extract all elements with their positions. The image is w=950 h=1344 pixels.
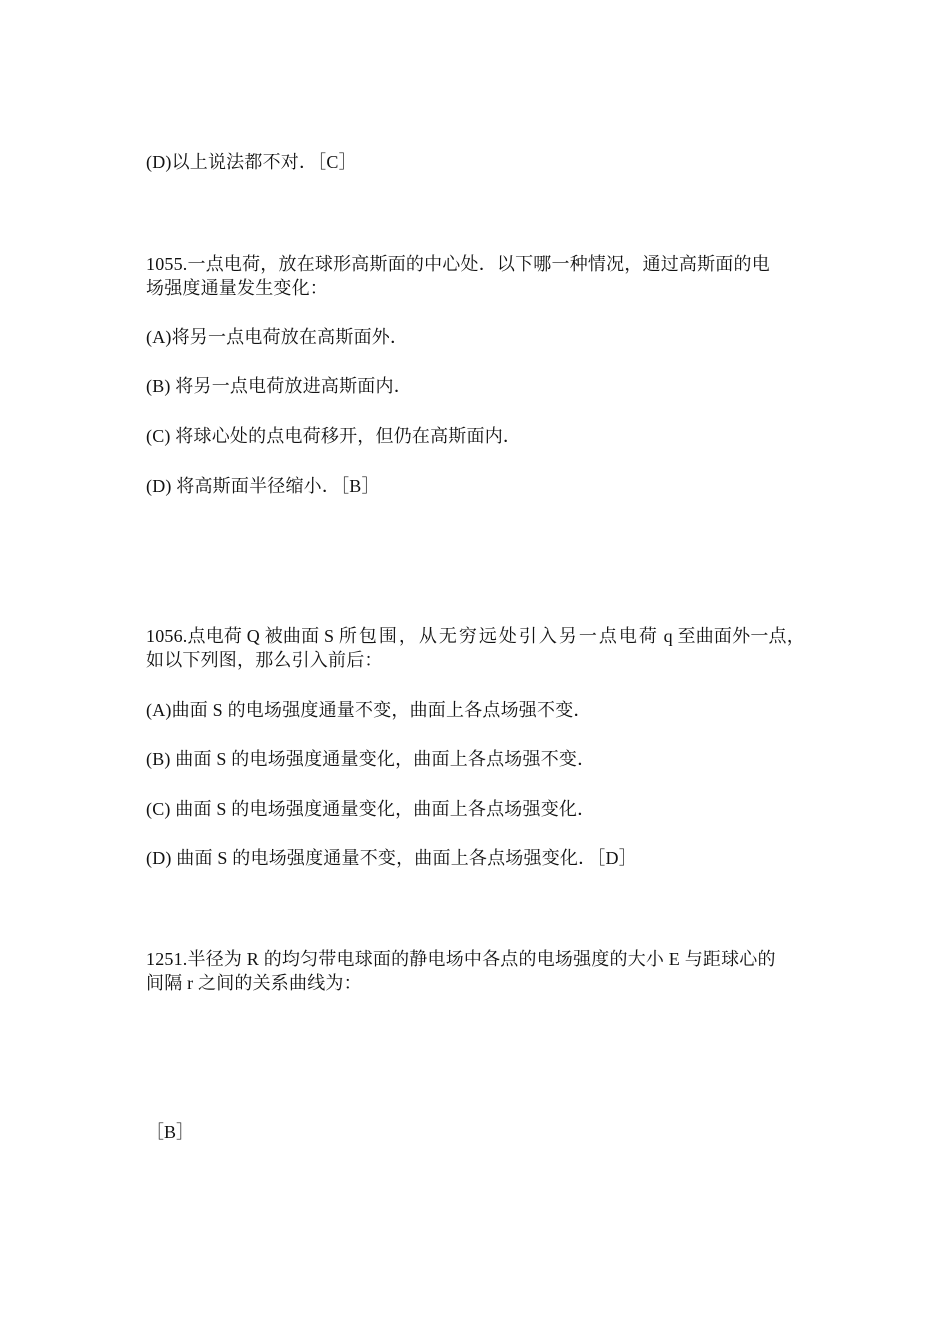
- q1055-option-d: (D) 将高斯面半径缩小．［B］: [146, 476, 380, 496]
- q1055-option-c: (C) 将球心处的点电荷移开，但仍在高斯面内．: [146, 426, 522, 446]
- q1056-stem-part-a: 1056.点电荷 Q 被曲面 S: [146, 626, 339, 646]
- q1056-stem-part-c: q 至曲面外一点，: [658, 626, 805, 646]
- q1056-stem-line2: 如以下列图，那么引入前后：: [146, 650, 383, 670]
- q1055-stem-line1: 1055.一点电荷，放在球形高斯面的中心处．以下哪一种情况，通过高斯面的电: [146, 254, 770, 274]
- q1056-stem-part-b: 所包围，从无穷远处引入另一点电荷: [338, 626, 659, 646]
- q1056-stem-line1: [146, 624, 805, 648]
- prev-question-option-d: (D)以上说法都不对．［C］: [146, 152, 357, 172]
- q1055-stem-line2: 场强度通量发生变化：: [146, 278, 328, 298]
- q1251-answer: ［B］: [146, 1122, 195, 1142]
- q1055-option-b: (B) 将另一点电荷放进高斯面内．: [146, 376, 412, 396]
- q1056-option-d: (D) 曲面 S 的电场强度通量不变，曲面上各点场强变化．［D］: [146, 848, 637, 868]
- q1055-option-a: (A)将另一点电荷放在高斯面外．: [146, 327, 409, 347]
- q1056-option-a: (A)曲面 S 的电场强度通量不变，曲面上各点场强不变．: [146, 700, 592, 720]
- q1056-option-c: (C) 曲面 S 的电场强度通量变化，曲面上各点场强变化．: [146, 799, 596, 819]
- q1251-stem-line1: 1251.半径为 R 的均匀带电球面的静电场中各点的电场强度的大小 E 与距球心的: [146, 949, 776, 969]
- q1251-stem-line2: 间隔 r 之间的关系曲线为：: [146, 973, 362, 993]
- q1056-option-b: (B) 曲面 S 的电场强度通量变化，曲面上各点场强不变．: [146, 749, 596, 769]
